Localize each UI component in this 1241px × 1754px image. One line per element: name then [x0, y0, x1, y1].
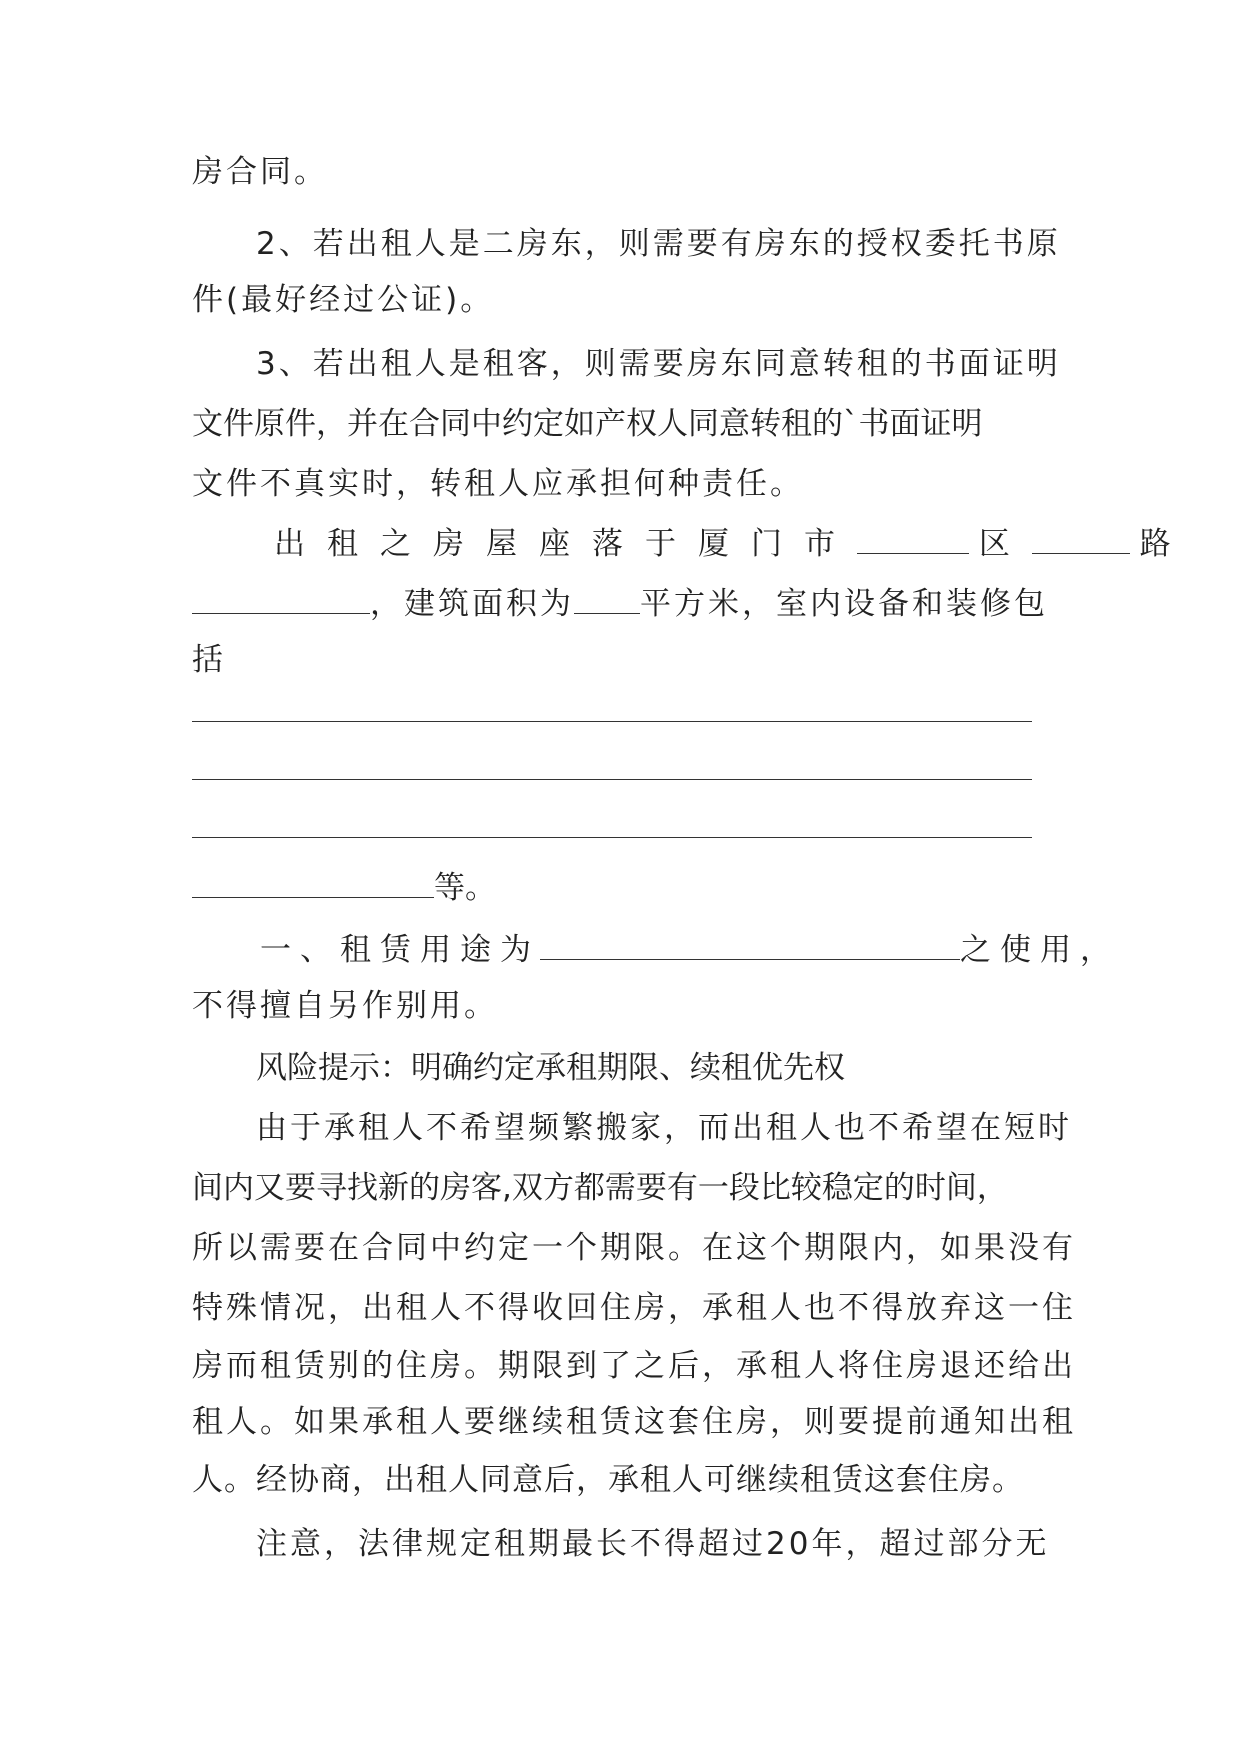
clause-3: 3、若出租人是租客，则需要房东同意转租的书面证明: [256, 346, 1061, 382]
road-label: 路: [1139, 526, 1171, 562]
address-blank: [192, 583, 370, 614]
paragraph-line: 房而租赁别的住房。期限到了之后，承租人将住房退还给出: [192, 1348, 1076, 1384]
text-line: 文件原件，并在合同中约定如产权人同意转租的`书面证明: [192, 406, 983, 442]
text-line: 房合同。: [192, 154, 328, 190]
equipment-blank: [192, 867, 434, 898]
area-blank: [574, 583, 640, 614]
road-blank: [1032, 523, 1130, 554]
district-blank: [857, 523, 969, 554]
equipment-end-line: 等。: [192, 866, 1072, 910]
text-line: 括: [192, 642, 223, 678]
location-line: [274, 522, 1171, 566]
risk-tip: 风险提示：明确约定承租期限、续租优先权: [256, 1050, 845, 1086]
paragraph-line: 所以需要在合同中约定一个期限。在这个期限内，如果没有: [192, 1230, 1076, 1266]
area-prefix: ，建筑面积为: [370, 586, 574, 622]
paragraph-line: 特殊情况，出租人不得收回住房，承租人也不得放弃这一住: [192, 1290, 1076, 1326]
blank-line: [192, 806, 1072, 850]
blank-line: [192, 690, 1072, 734]
paragraph-line: 租人。如果承租人要继续租赁这套住房，则要提前通知出租: [192, 1404, 1076, 1440]
paragraph-line: 由于承租人不希望频繁搬家，而出租人也不希望在短时: [256, 1110, 1072, 1146]
blank-line: [192, 748, 1072, 792]
area-suffix: 平方米，室内设备和装修包: [640, 586, 1048, 622]
area-line: [192, 582, 1072, 626]
usage-line: 一、租赁用途为 之使用，: [260, 928, 1140, 972]
note-line: 注意，法律规定租期最长不得超过20年，超过部分无: [256, 1526, 1050, 1562]
paragraph-line: 人。经协商，出租人同意后，承租人可继续租赁这套住房。: [192, 1462, 1024, 1498]
text-line: 件(最好经过公证)。: [192, 282, 495, 318]
clause-2: 2、若出租人是二房东，则需要有房东的授权委托书原: [256, 226, 1061, 262]
text-line: 文件不真实时，转租人应承担何种责任。: [192, 466, 804, 502]
text-line: 不得擅自另作别用。: [192, 988, 498, 1024]
district-label: 区: [978, 526, 1010, 562]
paragraph-line: 间内又要寻找新的房客,双方都需要有一段比较稳定的时间，: [192, 1170, 1008, 1206]
usage-blank: [540, 929, 960, 960]
location-prefix: 出租之房屋座落于厦门市: [274, 526, 857, 562]
